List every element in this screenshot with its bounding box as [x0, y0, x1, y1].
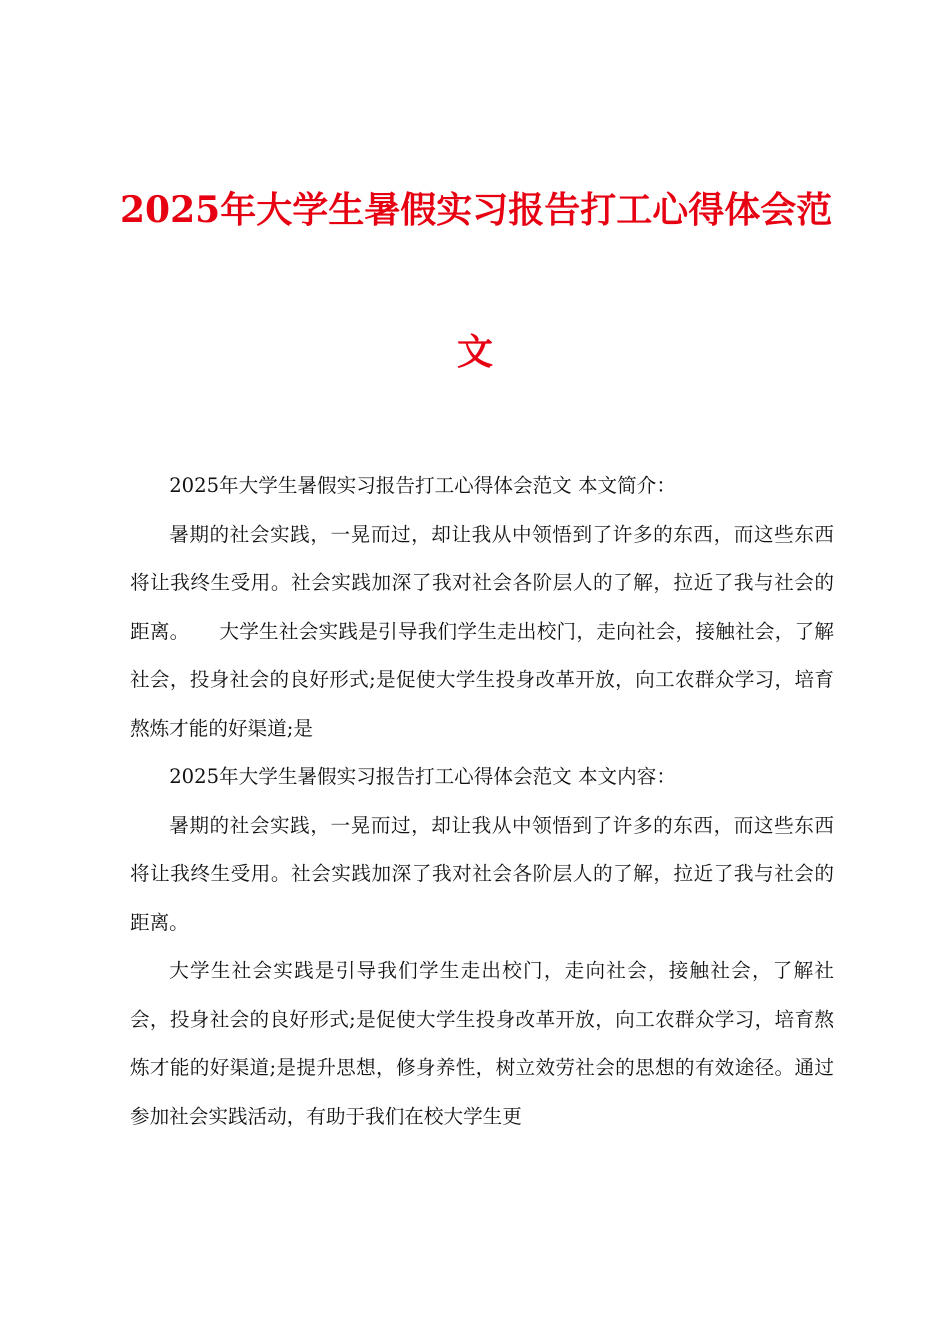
content-heading: 2025年大学生暑假实习报告打工心得体会范文 本文内容：	[169, 765, 676, 788]
content-paragraph-2: 大学生社会实践是引导我们学生走出校门，走向社会，接触社会，了解社会，投身社会的良好形式;是促使大学生投身改革开放，向工农群众学习，培育熬炼才能的好渠道;是提升思想，修身养性，树立效劳社会的思想的有效途径。通过参加社会实践活动，有助于我们在校大学生更	[130, 959, 834, 1128]
document-body	[130, 462, 834, 1141]
summary-paragraph: 暑期的社会实践，一晃而过，却让我从中领悟到了许多的东西，而这些东西将让我终生受用。社会实践加深了我对社会各阶层人的了解，拉近了我与社会的距离。 大学生社会实践是引导我们学生走出校门，走向社会，接触社会，了解社会，投身社会的良好形式;是促使大学生投身改革开放，向工农群众学习，培育熬炼才能的好渠道;是	[130, 522, 834, 740]
document-title-line-2: 文	[456, 331, 493, 373]
content-paragraph-1: 暑期的社会实践，一晃而过，却让我从中领悟到了许多的东西，而这些东西将让我终生受用。社会实践加深了我对社会各阶层人的了解，拉近了我与社会的距离。	[130, 813, 834, 934]
document-title-line-1: 2025年大学生暑假实习报告打工心得体会范	[120, 189, 833, 231]
summary-heading: 2025年大学生暑假实习报告打工心得体会范文 本文简介：	[169, 474, 676, 497]
